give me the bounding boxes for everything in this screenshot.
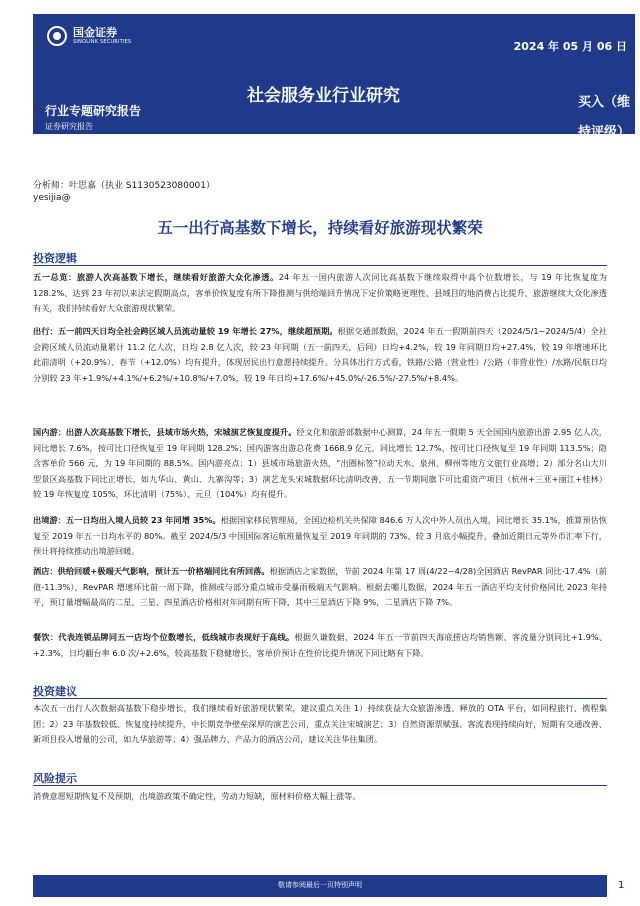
section-title-logic: 投资逻辑 — [33, 252, 77, 265]
company-logo — [47, 26, 131, 46]
footer-disclaimer: 敬请参阅最后一页特别声明 — [278, 881, 362, 889]
paragraph-body: 本次五一出行人次数据高基数下稳步增长，我们继续看好旅游现状繁荣，建议重点关注 1）持续获益大众旅游渗透、释放的 OTA 平台，如同程旅行、携程集团；2）23 年基数较低、恢复度持续提升，中长期竞争壁垒深厚的演艺公司，重点关注宋城演艺；3）自然资源票赋强、客流表现持续向好，短期有交通改善、新项目投入增量的公司，如九华旅游等；4）强品牌力、产品力的酒店公司，建议关注华住集团。 — [33, 703, 607, 744]
paragraph-domestic — [33, 425, 607, 503]
logo-cn: 国金证券 — [73, 25, 117, 39]
paragraph-lead: 餐饮：代表连锁品牌同五一店均个位数增长，低线城市表现好于高线。 — [33, 632, 295, 642]
report-subtype: 证券研究报告 — [45, 122, 93, 131]
logo-en: SINOLINK SECURITIES — [73, 38, 132, 45]
paragraph-body: 根据国家移民管理局，全国边检机关共保障 846.6 万人次中外人员出入境，同比增长 35.1%，推算预估恢复至 2019 年五一日均水平的 80%。截至 2024/5/3 中国国际客运航班量恢复至 2019 年同期的 73%、较 3 月底小幅提升，叠加近期日元等外币汇率下行，预计将持续推动出境游回暖。 — [33, 515, 607, 556]
paragraph-lead: 出境游：五一日均出入境人员较 23 年同增 35%。 — [33, 515, 221, 525]
paragraph-body: 24 年五一国内旅游人次同比高基数下继续取得中高个位数增长，与 19 年比恢复度为 128.2%、达到 23 年初以来法定假期高点，客单价恢复度有所下降推测与供给端回升情况下定价策略更理性、县域目的地消费占比提升、旅游继续大众化渗透有关，我们持续看好大众旅游现状繁荣。 — [33, 272, 607, 313]
paragraph-lead: 国内游：出游人次高基数下增长，县域市场火热，宋城演艺恢复度提升。 — [33, 427, 297, 437]
section-divider — [33, 698, 607, 699]
paragraph-outbound — [33, 513, 607, 560]
analyst-info — [33, 180, 215, 204]
page-number: 1 — [618, 880, 625, 891]
logo-icon — [47, 26, 67, 46]
paragraph-body: 根据交通部数据，2024 年五一假期前四天（2024/5/1~2024/5/4）全社会跨区域人员流动量累计 11.2 亿人次，日均 2.8 亿人次，较 23 年同期（五一前四天，后同）日均+4.2%，较 19 年同期日均+27.4%，较 19 年增速环比此前清明（+20.9%）、春节（+12.0%）均有提升，体现居民出行意愿持续提升。分具体出行方式看，铁路/公路（营业性）/公路（非营业性）/水路/民航日均分别较 23 年+1.9%/+4.1%/+6.2%/+10.8%/+7.0%，较 19 年日均+17.6%/+45.0%/-26.5%/-27.5%/+8.4%。 — [33, 326, 608, 383]
paragraph-hotel — [33, 564, 607, 611]
paragraph-travel — [33, 324, 607, 386]
footer-bar — [33, 875, 607, 897]
report-date: 2024 年 05 月 06 日 — [513, 40, 627, 53]
section-divider — [33, 785, 607, 786]
rating-badge: 买入（维持评级） — [578, 95, 631, 140]
paragraph-body: 根据久谦数据，2024 年五一节前四天海底捞店均销售额、客流量分别同比+1.9%、+2.3%，日均翻台率 6.0 次/+2.6%，较高基数下稳健增长，客单价预计在性价比提升情况下同比略有下降。 — [33, 632, 607, 658]
report-header — [33, 14, 635, 140]
analyst-name: 分析师：叶思嘉（执业 S1130523080001） — [33, 181, 216, 191]
paragraph-lead: 出行：五一前四天日均全社会跨区域人员流动量较 19 年增长 27%，继续超预期。 — [33, 326, 338, 336]
report-type: 行业专题研究报告 — [45, 104, 142, 118]
paragraph-overview — [33, 270, 607, 317]
paragraph-lead: 酒店：供给回暖+极端天气影响，预计五一价格端同比有所回落。 — [33, 566, 270, 576]
paragraph-advice — [33, 701, 607, 748]
industry-title: 社会服务业行业研究 — [247, 86, 400, 106]
section-title-advice: 投资建议 — [33, 685, 77, 698]
section-divider — [33, 265, 607, 266]
paragraph-risk — [33, 789, 607, 805]
paragraph-body: 根据酒店之家数据，节前 2024 年第 17 周(4/22~4/28)全国酒店 RevPAR 同比-17.4%（前值-11.3%），RevPAR 增速环比前一周下降，推测或与部分重点城市受暴雨极端天气影响。根据去哪儿数据，2024 年五一酒店平均支付价格同比 2023 年持平，预订量增幅最高的二星、三星、四星酒店价格相对年同期有所下降，其中三星酒店下降 9%，二星酒店下降 7%。 — [33, 566, 607, 607]
section-title-risk: 风险提示 — [33, 772, 77, 785]
analyst-email: yesijia@ — [33, 193, 71, 203]
headline: 五一出行高基数下增长，持续看好旅游现状繁荣 — [157, 219, 483, 237]
paragraph-body: 消费意愿短期恢复不及预期，出境游政策不确定性，劳动力短缺，原材料价格大幅上涨等。 — [33, 791, 361, 801]
paragraph-body: 经文化和旅游部数据中心测算，24 年五一假期 5 天全国国内旅游出游 2.95 亿人次，同比增长 7.6%，按可比口径恢复至 19 年同期 128.2%；国内游客出游总花费 1668.9 亿元，同比增长 12.7%，按可比口径恢复至 19 年同期 113.5%；隐含客单价 566 元，为 19 年同期的 88.5%。国内游亮点：1）县域市场旅游火热，“出圈标签”拉动天水、泉州、柳州等地方文旅行业高增；2）部分名山大川型景区高基数下同比正增长，如九华山、黄山、九寨沟等；3）演艺龙头宋城数据环比清明改善，五一节期间旗下可比重资产项目（杭州+三亚+丽江+桂林）较 19 年恢复度 105%，环比清明（75%）、元旦（104%）均有提升。 — [33, 427, 607, 499]
paragraph-catering — [33, 630, 607, 661]
paragraph-lead: 五一总览：旅游人次高基数下增长，继续看好旅游大众化渗透。 — [33, 272, 279, 282]
